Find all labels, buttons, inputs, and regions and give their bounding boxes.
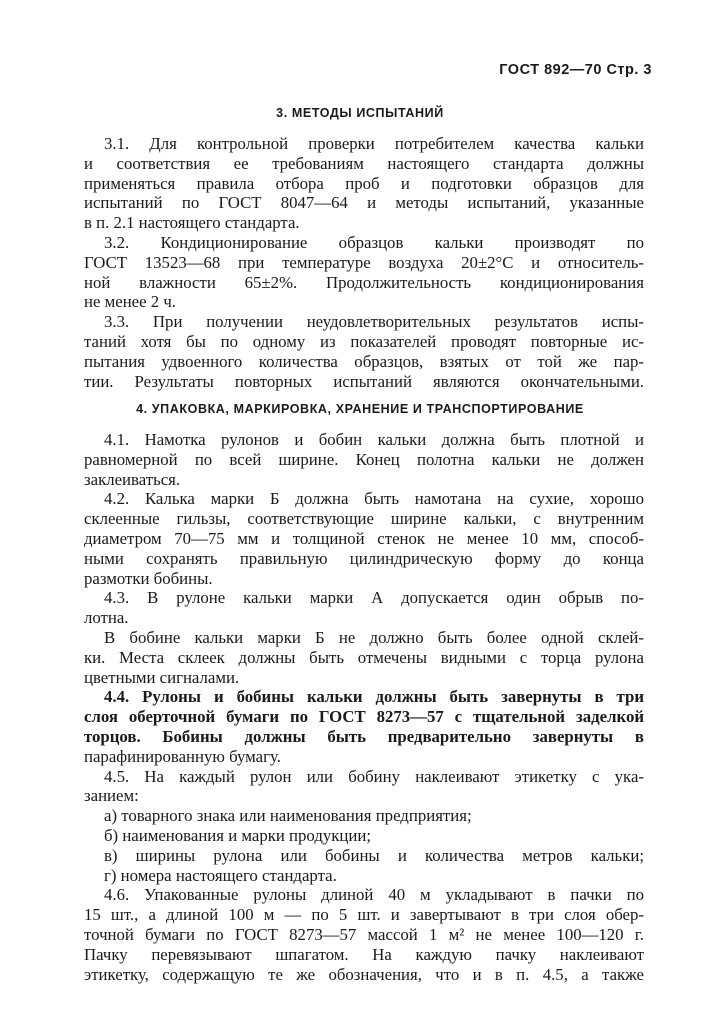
text-line: 4.4. Рулоны и бобины кальки должны быть завернуты в три xyxy=(104,687,644,707)
text-line: 3.3. При получении неудовлетворительных результатов испы- xyxy=(104,312,644,332)
text-line: 3.1. Для контрольной проверки потребителем качества кальки xyxy=(104,134,644,153)
text-line: лотна. xyxy=(84,608,129,628)
text-line: 3.2. Кондиционирование образцов кальки производят по xyxy=(104,232,644,252)
list-item: г) номера настоящего стандарта. xyxy=(104,865,337,885)
text-line: испытаний по ГОСТ 8047—64 и методы испытаний, указанные xyxy=(84,193,644,213)
list-item: б) наименования и марки продукции; xyxy=(104,825,372,845)
text-line: 15 шт., а длиной 100 м — по 5 шт. и завертывают в три слоя обер- xyxy=(84,905,644,925)
page-number: Стр. 3 xyxy=(606,62,652,78)
text-line: 4.1. Намотка рулонов и бобин кальки должна быть плотной и xyxy=(104,430,644,449)
text-line: 4.6. Упакованные рулоны длиной 40 м укладывают в пачки по xyxy=(104,885,644,905)
list-item: а) товарного знака или наименования предприятия; xyxy=(104,806,472,826)
text-line: равномерной по всей ширине. Конец полотна кальки не должен xyxy=(84,449,644,469)
text-line: 4.2. Калька марки Б должна быть намотана на сухие, хорошо xyxy=(104,489,644,509)
text-line: не менее 2 ч. xyxy=(84,292,176,312)
text-line: ной влажности 65±2%. Продолжительность кондиционирования xyxy=(84,272,644,292)
text-line: парафинированную бумагу. xyxy=(84,746,281,766)
text-line: применяться правила отбора проб и подготовки образцов для xyxy=(84,173,644,193)
section-3-title: 3. МЕТОДЫ ИСПЫТАНИЙ xyxy=(276,106,444,120)
text-line: 4.3. В рулоне кальки марки А допускается один обрыв по- xyxy=(104,588,644,608)
section-4-body xyxy=(84,430,644,984)
text-line: цветными сигналами. xyxy=(84,667,240,687)
text-line: таний хотя бы по одному из показателей проводят повторные ис- xyxy=(84,331,644,351)
text-line: тии. Результаты повторных испытаний являются окончательными. xyxy=(84,371,644,391)
text-line: точной бумаги по ГОСТ 8273—57 массой 1 м² не менее 100—120 г. xyxy=(84,924,644,944)
section-4-title: 4. УПАКОВКА, МАРКИРОВКА, ХРАНЕНИЕ И ТРАНСПОРТИРОВАНИЕ xyxy=(136,402,584,416)
text-line: занием: xyxy=(84,786,139,806)
text-line: торцов. Бобины должны быть предварительно завернуты в xyxy=(84,726,644,746)
text-line: ными сохранять правильную цилиндрическую форму до конца xyxy=(84,548,644,568)
text-line: склеенные гильзы, соответствующие ширине кальки, с внутренним xyxy=(84,509,644,529)
text-line: ГОСТ 13523—68 при температуре воздуха 20±2°С и относитель- xyxy=(84,252,644,272)
text-line: пытания удвоенного количества образцов, взятых от той же пар- xyxy=(84,351,644,371)
text-line: этикетку, содержащую те же обозначения, что и в п. 4.5, а также xyxy=(84,964,644,984)
running-header xyxy=(499,62,652,78)
text-line: слоя оберточной бумаги по ГОСТ 8273—57 с тщательной заделкой xyxy=(84,707,644,727)
text-line: В бобине кальки марки Б не должно быть более одной склей- xyxy=(104,627,644,647)
section-3-body xyxy=(84,134,644,391)
gost-number: ГОСТ 892—70 xyxy=(499,62,602,78)
text-line: размотки бобины. xyxy=(84,568,213,588)
list-item: в) ширины рулона или бобины и количества метров кальки; xyxy=(104,845,644,865)
text-line: Пачку перевязывают шпагатом. На каждую пачку наклеивают xyxy=(84,944,644,964)
text-line: ки. Места склеек должны быть отмечены видными с торца рулона xyxy=(84,647,644,667)
text-line: в п. 2.1 настоящего стандарта. xyxy=(84,213,300,233)
text-line: диаметром 70—75 мм и толщиной стенок не менее 10 мм, способ- xyxy=(84,528,644,548)
text-line: 4.5. На каждый рулон или бобину наклеивают этикетку с ука- xyxy=(104,766,644,786)
text-line: заклеиваться. xyxy=(84,469,181,489)
text-line: и соответствия ее требованиям настоящего стандарта должны xyxy=(84,153,644,173)
